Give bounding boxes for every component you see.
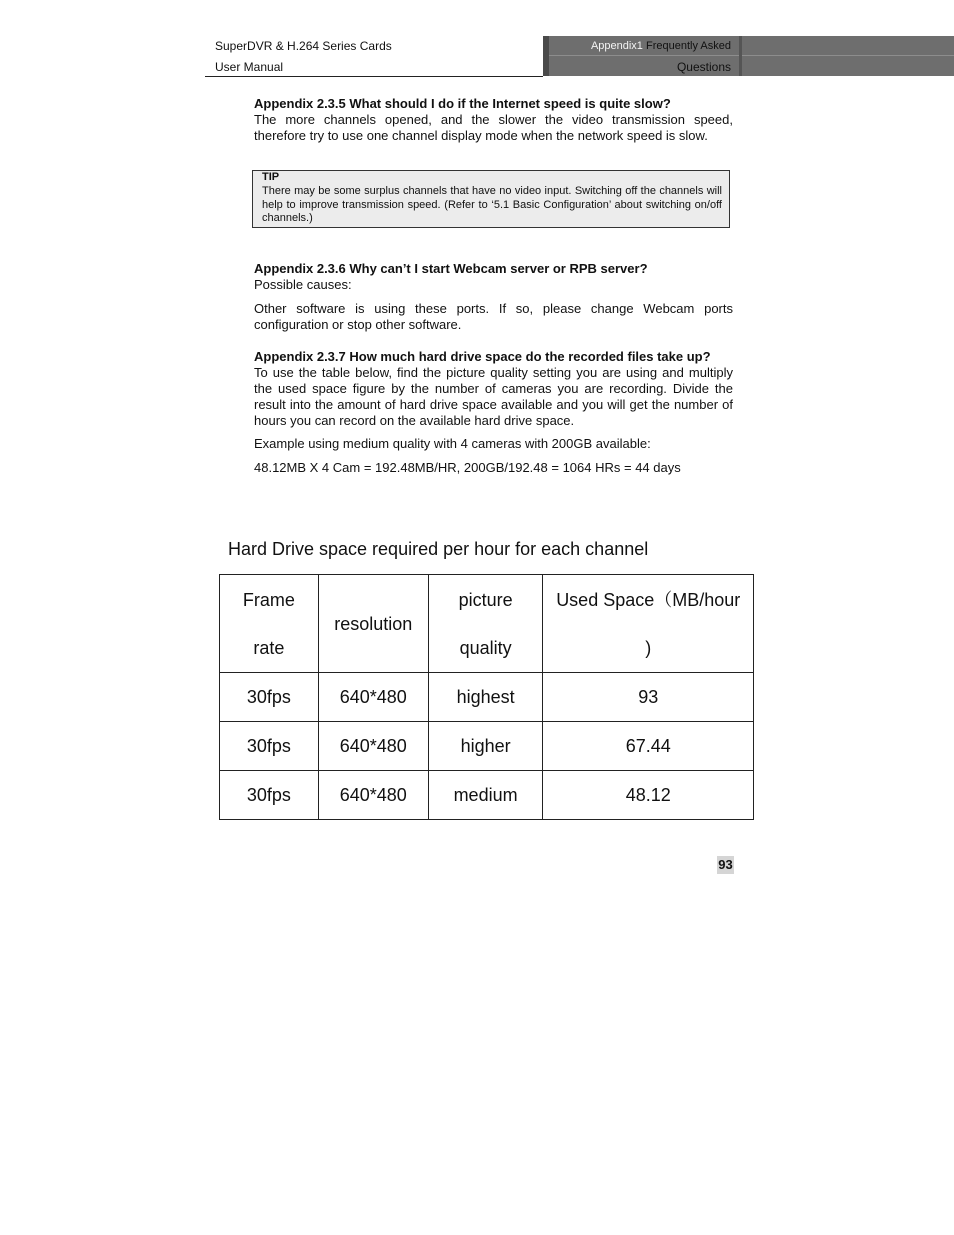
section-heading: Appendix 2.3.5 What should I do if the Internet speed is quite slow? (254, 96, 671, 111)
header-chapter-highlight: Frequently Asked (646, 40, 731, 52)
section-paragraph: The more channels opened, and the slower the video transmission speed, therefore try to use one channel display mode when the network speed is slow. (254, 112, 733, 143)
cell-used-space: 48.12 (543, 771, 754, 820)
header-manual-label: User Manual (215, 60, 284, 74)
cell-picture-quality: medium (428, 771, 543, 820)
tip-body: There may be some surplus channels that have no video input. Switching off the channels will help to improve transmission speed. (Refer to ‘5.1 Basic Configuration’ about switching on/off channels.) (262, 185, 722, 224)
header-divider (549, 55, 954, 56)
table-title: Hard Drive space required per hour for each channel (228, 539, 649, 559)
table-row (220, 771, 754, 820)
section-paragraph: Other software is using these ports. If so, please change Webcam ports configuration or stop other software. (254, 301, 733, 332)
section-2-3-5 (254, 96, 733, 144)
cell-frame-rate: 30fps (220, 673, 319, 722)
calculation-text: 48.12MB X 4 Cam = 192.48MB/HR, 200GB/192.48 = 1064 HRs = 44 days (254, 460, 681, 475)
cell-resolution: 640*480 (318, 722, 428, 771)
page-header-right (543, 36, 954, 76)
section-2-3-6 (254, 261, 733, 333)
header-appendix-label: Appendix1 (590, 40, 643, 52)
table-header-row (220, 575, 754, 673)
table-row (220, 673, 754, 722)
cell-resolution: 640*480 (318, 771, 428, 820)
header-chapter-line2: Questions (676, 60, 731, 74)
header-product-title: SuperDVR & H.264 Series Cards (215, 39, 392, 53)
header-frame-rate (220, 575, 319, 673)
header-picture-quality (428, 575, 543, 673)
header-frame-rate-line2: rate (253, 637, 285, 658)
page-number: 93 (718, 857, 733, 872)
example-text: Example using medium quality with 4 cameras with 200GB available: (254, 436, 651, 451)
cell-picture-quality: highest (428, 673, 543, 722)
header-picture-quality-line2: quality (459, 637, 512, 658)
cell-used-space: 93 (543, 673, 754, 722)
tip-title: TIP (262, 171, 280, 183)
section-paragraph: To use the table below, find the picture quality setting you are using and multiply the used space figure by the number of cameras you are recording. Divide the result into the amount of hard drive space available and you will get the number of hours you can record on the available hard drive space. (254, 365, 733, 428)
section-2-3-7 (254, 349, 733, 476)
cell-resolution: 640*480 (318, 673, 428, 722)
header-used-space-line2: ) (645, 637, 652, 658)
header-resolution: resolution (318, 575, 428, 673)
header-separator (739, 36, 742, 76)
section-heading: Appendix 2.3.6 Why can’t I start Webcam server or RPB server? (254, 261, 648, 276)
cell-used-space: 67.44 (543, 722, 754, 771)
section-paragraph: Possible causes: (254, 277, 352, 292)
header-chapter-title (591, 40, 731, 52)
header-frame-rate-line1: Frame (242, 589, 295, 610)
header-used-space (543, 575, 754, 673)
table-row (220, 722, 754, 771)
header-picture-quality-line1: picture (458, 589, 513, 610)
tip-box (252, 170, 730, 228)
header-used-space-line1: Used Space（MB/hour (556, 589, 741, 610)
page-header-left (205, 36, 543, 77)
cell-frame-rate: 30fps (220, 722, 319, 771)
cell-frame-rate: 30fps (220, 771, 319, 820)
section-heading: Appendix 2.3.7 How much hard drive space do the recorded files take up? (254, 349, 711, 364)
cell-picture-quality: higher (428, 722, 543, 771)
hard-drive-space-table (219, 574, 754, 820)
